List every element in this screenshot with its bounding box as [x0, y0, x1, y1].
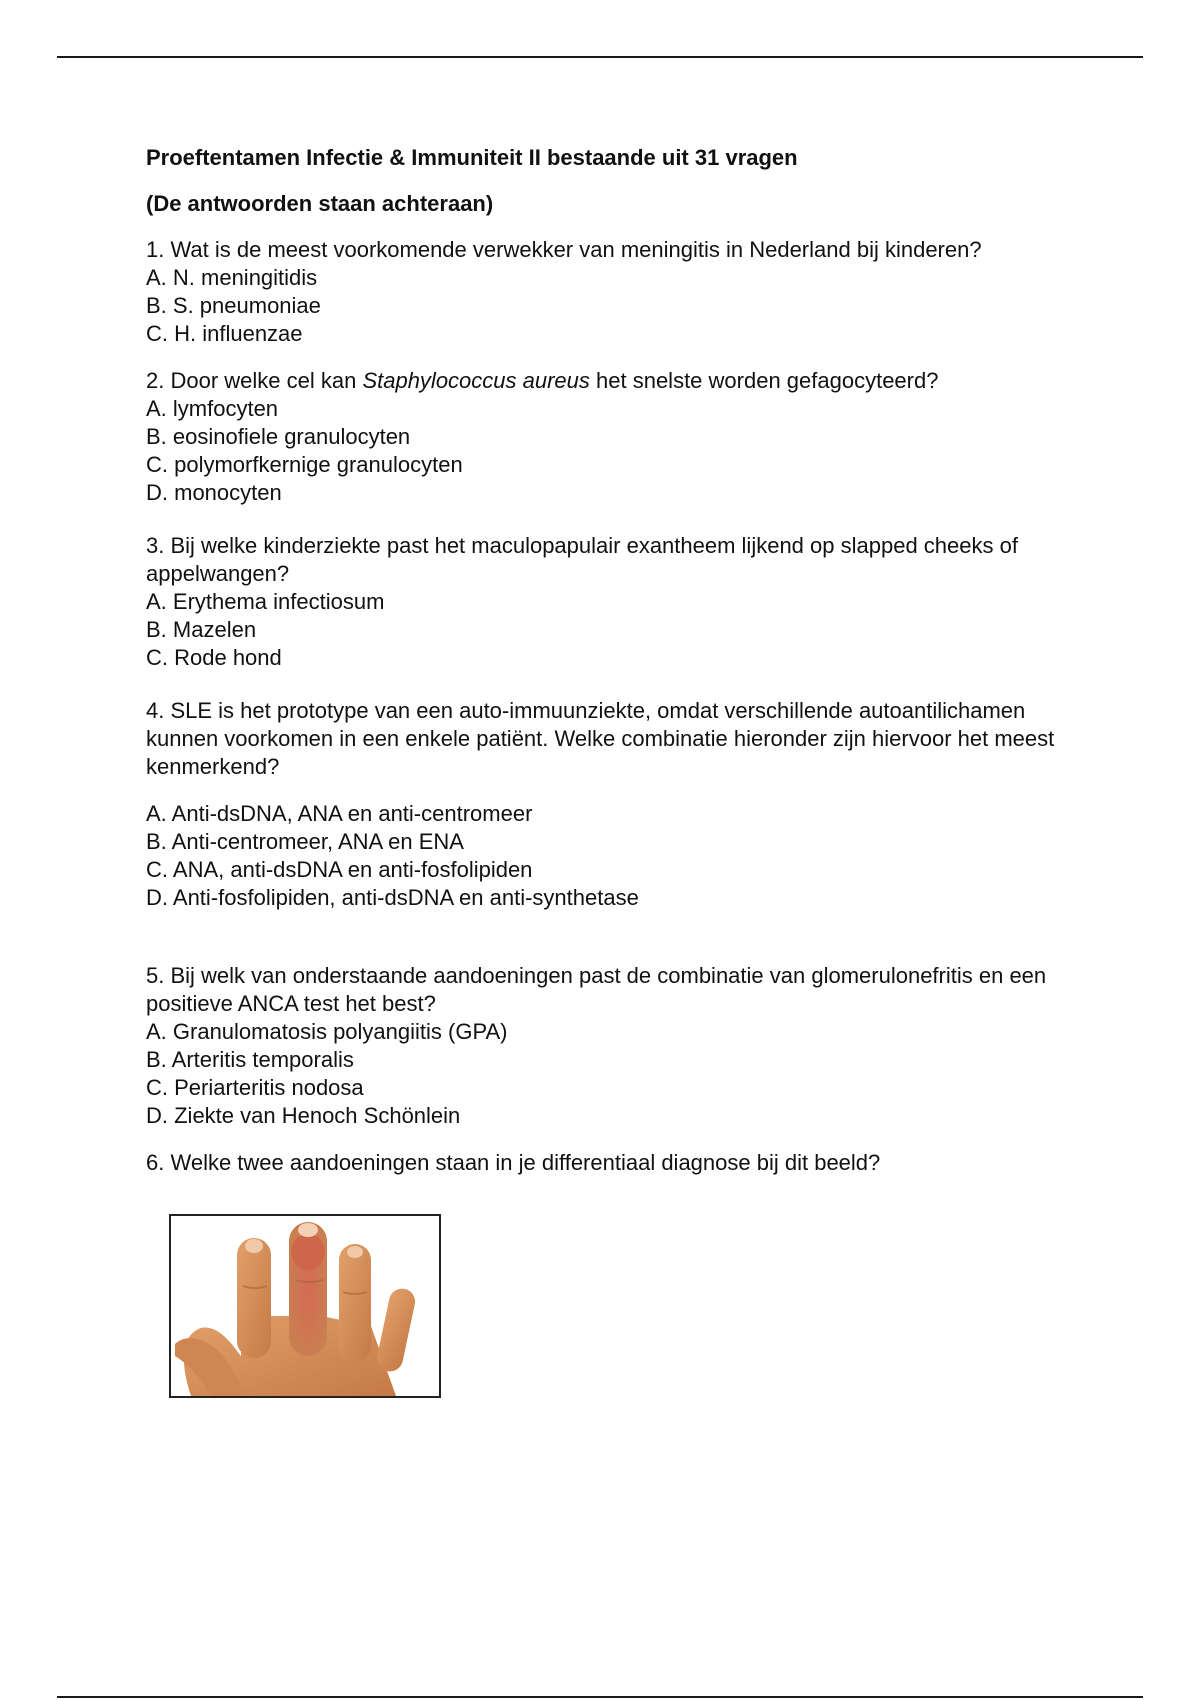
- question-2-stem-italic: Staphylococcus aureus: [362, 368, 590, 393]
- question-4-option-d: D. Anti-fosfolipiden, anti-dsDNA en anti-synthetase: [146, 885, 639, 910]
- question-6-stem: 6. Welke twee aandoeningen staan in je differentiaal diagnose bij dit beeld?: [146, 1150, 881, 1175]
- question-5-option-c: C. Periarteritis nodosa: [146, 1075, 364, 1100]
- hand-photo: [169, 1214, 441, 1398]
- question-1-option-a: A. N. meningitidis: [146, 265, 318, 290]
- document-title: Proeftentamen Infectie & Immuniteit II bestaande uit 31 vragen: [146, 145, 798, 170]
- question-1: [146, 236, 1096, 348]
- question-5-stem: 5. Bij welk van onderstaande aandoeningen past de combinatie van glomerulonefritis en een positieve ANCA test het best?: [146, 963, 1047, 1016]
- question-2-option-b: B. eosinofiele granulocyten: [146, 424, 411, 449]
- question-2-stem: [146, 367, 1096, 395]
- nail-middle: [298, 1223, 318, 1237]
- bottom-rule: [57, 1696, 1143, 1698]
- question-6: [146, 1149, 1096, 1177]
- nail-index: [245, 1239, 263, 1253]
- question-1-option-b: B. S. pneumoniae: [146, 293, 321, 318]
- question-2-stem-before: 2. Door welke cel kan: [146, 368, 363, 393]
- question-3-option-b: B. Mazelen: [146, 617, 257, 642]
- hand-little-finger: [375, 1286, 418, 1374]
- question-5-option-a: A. Granulomatosis polyangiitis (GPA): [146, 1019, 508, 1044]
- question-5-option-d: D. Ziekte van Henoch Schönlein: [146, 1103, 461, 1128]
- question-3-stem: 3. Bij welke kinderziekte past het maculopapulair exantheem lijkend op slapped cheeks of appelwangen?: [146, 533, 1018, 586]
- question-4-option-c: C. ANA, anti-dsDNA en anti-fosfolipiden: [146, 857, 533, 882]
- question-4-stem: 4. SLE is het prototype van een auto-immuunziekte, omdat verschillende autoantilichamen kunnen voorkomen in een enkele patiënt. Welke combinatie hieronder zijn hiervoor het meest kenmerkend?: [146, 698, 1055, 779]
- question-2-option-d: D. monocyten: [146, 480, 282, 505]
- question-4-option-a: A. Anti-dsDNA, ANA en anti-centromeer: [146, 801, 533, 826]
- question-1-option-c: C. H. influenzae: [146, 321, 303, 346]
- question-4-option-b: B. Anti-centromeer, ANA en ENA: [146, 829, 464, 854]
- question-1-stem: 1. Wat is de meest voorkomende verwekker van meningitis in Nederland bij kinderen?: [146, 237, 982, 262]
- hand-illustration: [171, 1216, 439, 1396]
- top-rule: [57, 56, 1143, 58]
- swollen-joint: [291, 1234, 325, 1270]
- question-3: [146, 532, 1096, 672]
- question-2-option-c: C. polymorfkernige granulocyten: [146, 452, 463, 477]
- question-5: [146, 962, 1096, 1130]
- question-4: [146, 697, 1096, 912]
- hand-ring-finger: [339, 1244, 371, 1362]
- question-2: [146, 367, 1096, 507]
- question-2-option-a: A. lymfocyten: [146, 396, 279, 421]
- question-3-option-c: C. Rode hond: [146, 645, 282, 670]
- question-5-option-b: B. Arteritis temporalis: [146, 1047, 354, 1072]
- document-subtitle: (De antwoorden staan achteraan): [146, 191, 494, 216]
- hand-index-finger: [237, 1238, 271, 1358]
- question-3-option-a: A. Erythema infectiosum: [146, 589, 385, 614]
- question-2-stem-after: het snelste worden gefagocyteerd?: [589, 368, 939, 393]
- nail-ring: [347, 1246, 363, 1258]
- page-content: [146, 144, 1096, 1177]
